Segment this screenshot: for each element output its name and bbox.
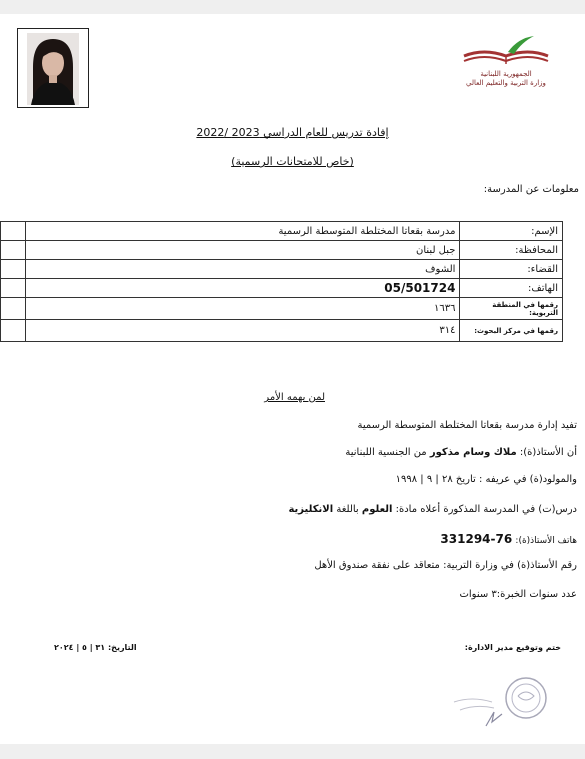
body-line-3: والمولود(ة) في عريفه : تاريخ ٢٨ | ٩ | ١٩٩٨ — [395, 474, 577, 485]
logo-ministry-text: وزارة التربية والتعليم العالي — [466, 79, 546, 87]
table-label: المحافظة: — [460, 241, 563, 260]
document-title: إفادة تدريس للعام الدراسي 2023 /2022 — [196, 126, 389, 139]
table-value: جبل لبنان — [26, 241, 460, 260]
teacher-photo — [17, 28, 89, 108]
school-info-table — [0, 221, 563, 342]
table-value: ١٦٣٦ — [26, 298, 460, 320]
signature-mark — [486, 712, 502, 726]
table-value: ٣١٤ — [26, 320, 460, 342]
table-row — [1, 320, 563, 342]
book-emblem-icon — [458, 34, 554, 66]
signature-label: ختم وتوقيع مدير الادارة: — [464, 643, 561, 652]
document-subtitle: (خاص للامتحانات الرسمية) — [231, 155, 354, 168]
table-label: القضاء: — [460, 260, 563, 279]
body-line-2: أن الأستاذ(ة): ملاك وسام مذكور من الجنسية اللبنانية — [345, 447, 577, 458]
logo-country-text: الجمهورية اللبنانية — [480, 70, 532, 78]
ministry-logo — [458, 34, 554, 88]
official-stamp-icon — [452, 676, 556, 730]
table-row — [1, 241, 563, 260]
table-row — [1, 260, 563, 279]
table-row — [1, 279, 563, 298]
date-value: ٣١ | ٥ | ٢٠٢٤ — [54, 643, 106, 652]
body-line-1: تفيد إدارة مدرسة بقعاتا المختلطة المتوسطة الرسمية — [357, 420, 577, 431]
language-value: الانكليزية — [288, 504, 334, 515]
table-label: رقمها في مركز البحوث: — [460, 320, 563, 342]
table-label: الإسم: — [460, 222, 563, 241]
subject-value: العلوم — [361, 504, 393, 515]
teacher-name: ملاك وسام مذكور — [429, 447, 517, 458]
table-row — [1, 298, 563, 320]
table-label: الهاتف: — [460, 279, 563, 298]
table-row — [1, 222, 563, 241]
school-info-label: معلومات عن المدرسة: — [483, 184, 579, 195]
table-value: الشوف — [26, 260, 460, 279]
table-label: رقمها في المنطقة التربوية: — [460, 298, 563, 320]
date-label: التاريخ: — [107, 643, 137, 652]
table-value: مدرسة بقعاتا المختلطة المتوسطة الرسمية — [26, 222, 460, 241]
body-line-6: رقم الأستاذ(ة) في وزارة التربية: متعاقد على نفقة صندوق الأهل — [314, 560, 577, 571]
body-line-7: عدد سنوات الخبرة:٣ سنوات — [459, 589, 577, 600]
body-line-4: درس(ت) في المدرسة المذكورة أعلاه مادة: العلوم باللغة الانكليزية — [288, 504, 577, 515]
to-whom-heading: لمن يهمه الأمر — [264, 392, 325, 403]
teacher-phone: 76-331294 — [440, 532, 513, 546]
date-line — [54, 643, 137, 652]
document-page — [0, 14, 585, 744]
table-value: 05/501724 — [26, 279, 460, 298]
body-line-5: هاتف الأستاذ(ة): 76-331294 — [440, 532, 577, 546]
